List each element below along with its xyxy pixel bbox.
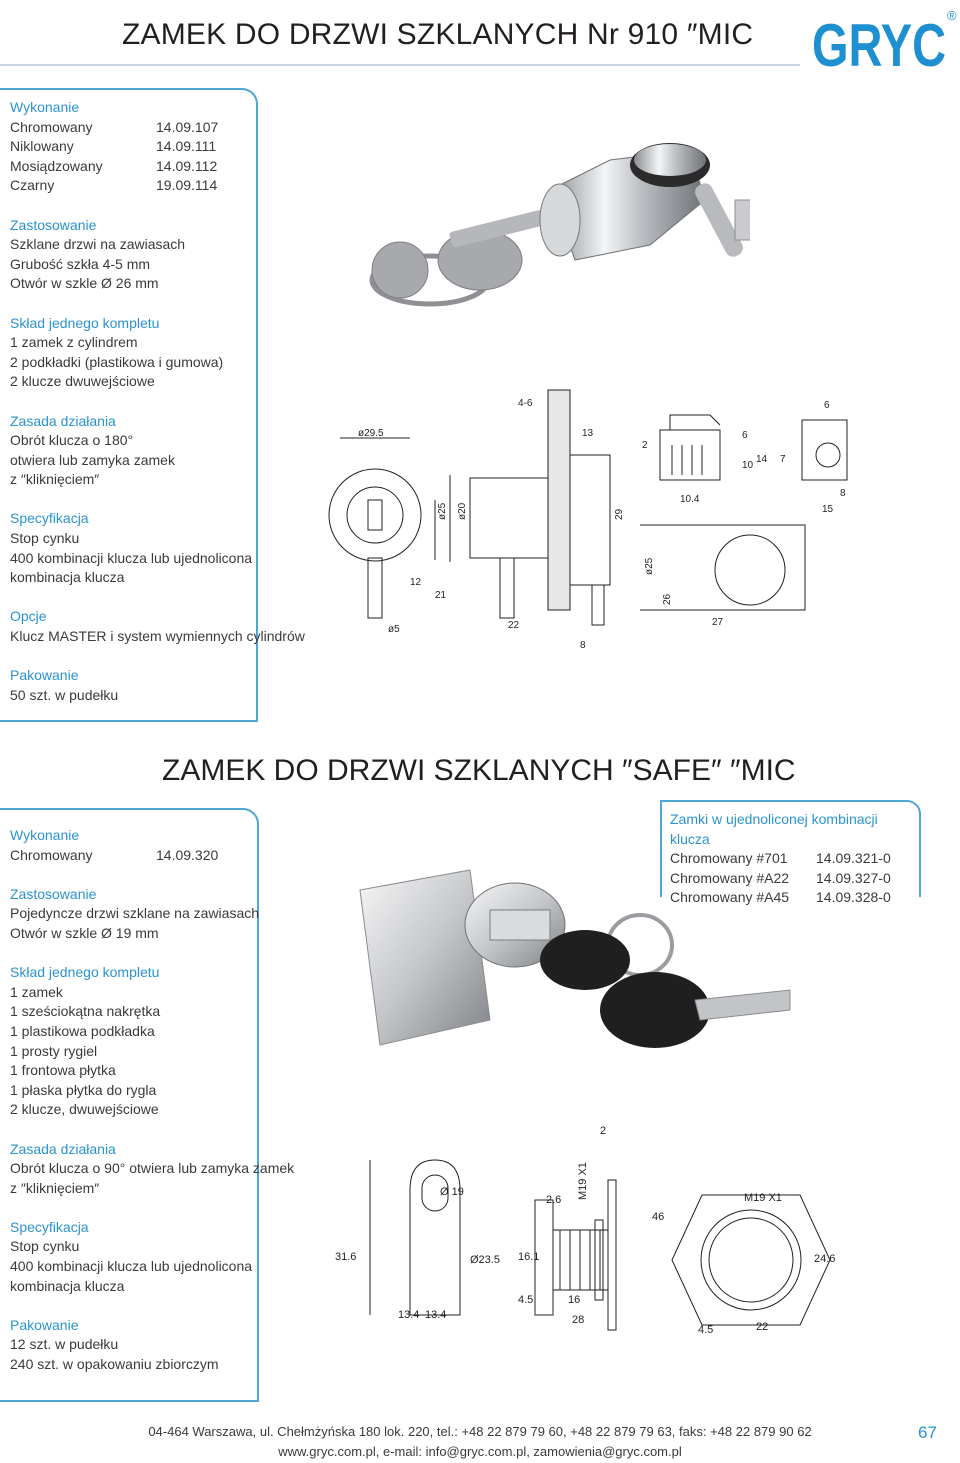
product2-specyfikacja-heading: Specyfikacja <box>10 1218 89 1235</box>
product2-title: ZAMEK DO DRZWI SZKLANYCH ″SAFE″ ″MIC <box>162 754 796 787</box>
product2-sklad-heading: Skład jednego kompletu <box>10 964 160 981</box>
product2-zastosowanie-line: Otwór w szkle Ø 19 mm <box>10 924 159 941</box>
svg-text:13: 13 <box>582 428 594 439</box>
product2-sklad-line: 1 frontowa płytka <box>10 1062 116 1079</box>
svg-text:29: 29 <box>614 508 625 520</box>
product2-sklad-line: 1 plastikowa podkładka <box>10 1022 155 1039</box>
svg-text:27: 27 <box>712 617 724 628</box>
product2-zasada-line: Obrót klucza o 90° otwiera lub zamyka zamek <box>10 1160 295 1177</box>
product1-specyfikacja-heading: Specyfikacja <box>10 510 89 527</box>
product2-technical-drawing <box>330 1120 850 1345</box>
product2-specyfikacja-line: 400 kombinacji klucza lub ujednolicona <box>10 1258 253 1275</box>
product2-zasada-line: z ″kliknięciem″ <box>10 1179 100 1196</box>
svg-text:ø5: ø5 <box>388 624 400 635</box>
product1-sklad-line: 2 klucze dwuwejściowe <box>10 373 155 390</box>
gryc-logo <box>808 0 960 74</box>
svg-text:Ø 19: Ø 19 <box>440 1186 464 1198</box>
product2-zasada-heading: Zasada działania <box>10 1140 116 1157</box>
product2-sklad-line: 2 klucze, dwuwejściowe <box>10 1101 159 1118</box>
product1-sklad-heading: Skład jednego kompletu <box>10 314 160 331</box>
product1-variant: Mosiądzowany 14.09.112 <box>10 157 218 174</box>
svg-text:14: 14 <box>756 454 768 465</box>
svg-text:4.5: 4.5 <box>518 1294 534 1306</box>
svg-text:15: 15 <box>822 504 834 515</box>
lock-body-icon <box>540 143 750 260</box>
product2-photo <box>350 850 800 1090</box>
product2-pakowanie-line: 240 szt. w opakowaniu zbiorczym <box>10 1356 219 1373</box>
svg-text:13.4: 13.4 <box>398 1309 420 1321</box>
svg-text:12: 12 <box>410 577 422 588</box>
product2-sklad-line: 1 płaska płytka do rygla <box>10 1081 157 1098</box>
svg-text:Ø23.5: Ø23.5 <box>470 1254 500 1266</box>
product1-variant: Chromowany 14.09.107 <box>10 118 219 135</box>
product1-photo <box>360 120 750 330</box>
svg-text:8: 8 <box>840 488 846 499</box>
product1-zastosowanie-line: Szklane drzwi na zawiasach <box>10 236 186 253</box>
product2-specyfikacja-line: Stop cynku <box>10 1238 80 1255</box>
svg-text:ø25: ø25 <box>644 557 655 575</box>
svg-text:28: 28 <box>572 1314 585 1326</box>
product1-technical-drawing <box>310 380 870 660</box>
product1-zastosowanie-line: Otwór w szkle Ø 26 mm <box>10 275 159 292</box>
logo-text: GRYC <box>812 12 946 74</box>
product2-wykonanie-heading: Wykonanie <box>10 827 80 843</box>
page-number: 67 <box>918 1423 937 1442</box>
svg-text:ø20: ø20 <box>457 502 468 520</box>
product1-pakowanie-heading: Pakowanie <box>10 667 79 684</box>
svg-text:M19 X1: M19 X1 <box>744 1192 782 1204</box>
product1-variant: Niklowany 14.09.111 <box>10 138 217 155</box>
product1-opcje-line: Klucz MASTER i system wymiennych cylindrów <box>10 628 305 645</box>
key-ring-icon <box>372 210 545 304</box>
svg-text:4.5: 4.5 <box>698 1324 714 1336</box>
uniform-variant: Chromowany #701 14.09.321-0 <box>670 850 891 867</box>
svg-text:31.6: 31.6 <box>335 1251 357 1263</box>
product1-specyfikacja-line: 400 kombinacji klucza lub ujednolicona <box>10 549 253 566</box>
svg-text:22: 22 <box>508 620 520 631</box>
product1-zastosowanie-heading: Zastosowanie <box>10 216 97 233</box>
svg-text:10: 10 <box>742 460 754 471</box>
product1-spec-text <box>10 98 305 705</box>
product1-sklad-line: 1 zamek z cylindrem <box>10 334 138 351</box>
svg-text:8: 8 <box>580 640 586 651</box>
product1-specyfikacja-line: kombinacja klucza <box>10 569 125 586</box>
lock-plate-icon <box>360 870 565 1045</box>
title-divider <box>0 64 800 66</box>
svg-text:16.1: 16.1 <box>518 1251 540 1263</box>
product1-wykonanie-heading: Wykonanie <box>10 99 80 115</box>
svg-text:6: 6 <box>742 430 748 441</box>
logo-registered-mark: ® <box>947 8 957 23</box>
product1-sklad-line: 2 podkładki (plastikowa i gumowa) <box>10 353 224 370</box>
product2-variant: Chromowany 14.09.320 <box>10 846 219 863</box>
svg-text:2: 2 <box>600 1125 607 1137</box>
product1-zasada-heading: Zasada działania <box>10 412 116 429</box>
product1-zasada-line: otwiera lub zamyka zamek <box>10 451 175 468</box>
product1-variant: Czarny 19.09.114 <box>10 177 218 194</box>
product1-pakowanie-line: 50 szt. w pudełku <box>10 686 119 703</box>
product2-sklad-line: 1 zamek <box>10 983 63 1000</box>
svg-text:7: 7 <box>780 454 786 465</box>
product1-zasada-line: Obrót klucza o 180° <box>10 432 134 449</box>
page-title: ZAMEK DO DRZWI SZKLANYCH Nr 910 ″MIC <box>122 18 754 51</box>
svg-text:ø29.5: ø29.5 <box>358 428 384 439</box>
product1-zasada-line: z ″kliknięciem″ <box>10 471 100 488</box>
footer-contact: www.gryc.com.pl, e-mail: info@gryc.com.pl, zamowienia@gryc.com.pl <box>278 1444 682 1459</box>
product2-sklad-line: 1 sześciokątna nakrętka <box>10 1003 161 1020</box>
product2-spec-text <box>10 826 295 1375</box>
svg-text:2: 2 <box>642 440 648 451</box>
svg-text:26: 26 <box>662 593 673 605</box>
svg-text:24.6: 24.6 <box>814 1253 836 1265</box>
svg-text:4-6: 4-6 <box>518 398 533 409</box>
product2-zastosowanie-line: Pojedyncze drzwi szklane na zawiasach <box>10 905 260 922</box>
product2-pakowanie-heading: Pakowanie <box>10 1316 79 1333</box>
product2-pakowanie-line: 12 szt. w pudełku <box>10 1336 119 1353</box>
svg-text:M19 X1: M19 X1 <box>577 1162 589 1200</box>
svg-text:21: 21 <box>435 590 447 601</box>
product2-zastosowanie-heading: Zastosowanie <box>10 885 97 902</box>
uniform-variant: Chromowany #A45 14.09.328-0 <box>670 889 891 906</box>
svg-text:46: 46 <box>652 1211 665 1223</box>
key-fob-icon <box>540 915 790 1048</box>
footer-address: 04-464 Warszawa, ul. Chełmżyńska 180 lok. 220, tel.: +48 22 879 79 60, +48 22 879 79 63, faks: +48 22 879 90 62 <box>148 1424 812 1439</box>
uniform-variant: Chromowany #A22 14.09.327-0 <box>670 869 891 886</box>
product2-specyfikacja-line: kombinacja klucza <box>10 1277 125 1294</box>
product2-sklad-line: 1 prosty rygiel <box>10 1042 98 1059</box>
uniform-combination-heading: Zamki w ujednoliconej kombinacji klucza <box>670 811 878 847</box>
svg-text:13.4: 13.4 <box>425 1309 447 1321</box>
svg-text:ø25: ø25 <box>437 502 448 520</box>
product1-zastosowanie-line: Grubość szkła 4-5 mm <box>10 255 151 272</box>
svg-text:16: 16 <box>568 1294 581 1306</box>
svg-text:22: 22 <box>756 1321 769 1333</box>
svg-text:10.4: 10.4 <box>680 494 700 505</box>
svg-text:2.6: 2.6 <box>546 1194 562 1206</box>
product1-specyfikacja-line: Stop cynku <box>10 530 80 547</box>
svg-text:6: 6 <box>824 400 830 411</box>
product1-opcje-heading: Opcje <box>10 608 47 625</box>
